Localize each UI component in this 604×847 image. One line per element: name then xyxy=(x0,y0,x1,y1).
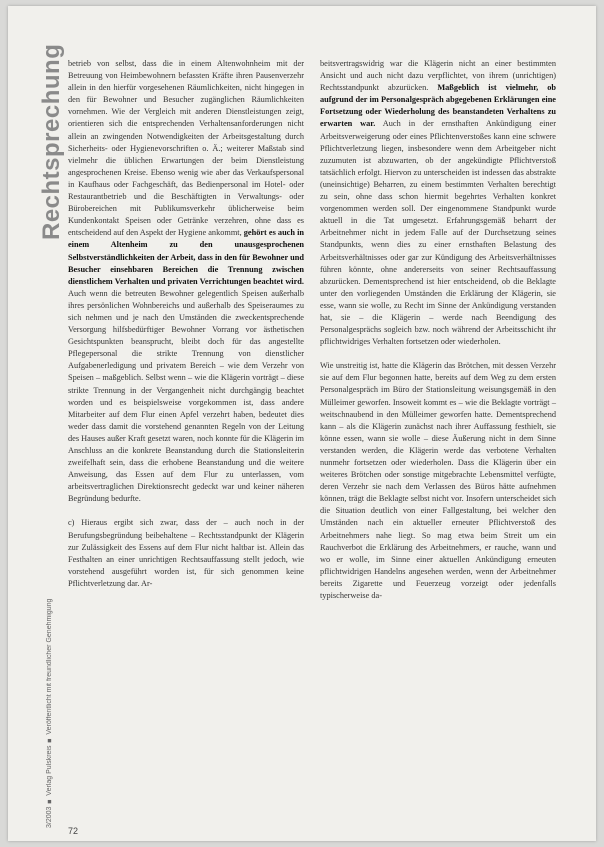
right-column xyxy=(320,58,556,614)
right-p1-text-a: beitsvertragswidrig war die Klägerin nicht an einer bestimmten Ansicht und auch nicht dazu verpflichtet, von ihrem (unrichtigen) Rechtsstandpunkt abzurücken. xyxy=(320,59,556,93)
right-paragraph-1 xyxy=(320,58,556,348)
document-page xyxy=(8,6,596,841)
publication-meta: 3/2003 ■ Verlag Pulskreis ■ Veröffentlicht mit freundlicher Genehmigung xyxy=(46,598,53,828)
left-p1-text-a: betrieb von selbst, dass die in einem Altenwohnheim mit der Betreuung von Heimbewohnern befassten Kräfte ihren Pausenverzehr allein in den hierfür vorgesehenen Räumlichkeiten, nicht hingegen in den für Bewohner und Besucher zugänglichen Räumlichkeiten vornehmen. Wie der Vergleich mit anderen Dienstleistungen zeigt, orientieren sich die entsprechenden Verhaltensanforderungen nicht allein an zwingenden Notwendigkeiten der Arbeitsgestaltung durch Sicherheits- oder Hygienevorschriften o. Ä.; weiterer Maßstab sind vielmehr die üblichen Erwartungen der beim Dienstleistung angesprochenen Kreise. Ebenso wenig wie aber das Verkaufspersonal in Kaufhaus oder Fachgeschäft, das Bedienpersonal im Hotel- oder Restaurantbetrieb und die Beschäftigten in Verwaltungs- oder Bürobereichen mit Publikumsverkehr üblicherweise beim Kundenkontakt Speisen oder Getränke verzehren, ohne dass es entscheidend auf den Aspekt der Hygiene ankommt, xyxy=(68,59,304,238)
left-p1-bold: gehört es auch in einem Altenheim zu den unausgesprochenen Selbstverständlichkeiten der Arbeit, dass in den für Bewohner und Besucher einsehbaren Bereichen die Trennung zwischen dienstlichem Verhalten und privaten Verrichtungen beachtet wird. xyxy=(68,228,304,286)
page-number: 72 xyxy=(68,826,79,836)
left-column xyxy=(68,58,304,602)
section-title: Rechtsprechung xyxy=(38,44,65,241)
right-p1-text-b: Auch in der ernsthaften Ankündigung einer Arbeitsverweigerung oder eines Pflichtenverstoßes kann eine schwere Pflichtverletzung liegen, insbesondere wenn dem Arbeitgeber nicht zuzumuten ist abzuwarten, ob der angekündigte Pflichtverstoß tatsächlich erfolgt. Hiervon zu unterscheiden ist indessen das abstrakte (uneinsichtige) Beharren, zu einem bestimmten Verhalten berechtigt zu sein, ohne dass schon hiermit begehrtes Verhalten konkret vorgenommen werden soll. Der eingenommene Standpunkt wurde aktuell in die Tat umgesetzt. Erfahrungsgemäß beharrt der Arbeitnehmer nicht in jedem Falle auf der Durchsetzung seines Standpunkts, wenn dies zu einer ernsthaften Belastung des Arbeitsverhältnisses oder gar zur Kündigung des Arbeitsverhältnisses führen könnte, ohne andererseits von seiner Rechtsauffassung abzurücken. Dementsprechend ist hier entscheidend, ob die Beklagte unter den vorliegenden Umständen die Erklärung der Klägerin, sie esse, wann sie wolle, zu Recht im Sinne der Ankündigung verstanden hat, sie – die Klägerin – werde nach Beendigung des Personalgesprächs sogleich bzw. noch während der Arbeitsschicht ihr pflichtwidriges Verhalten fortsetzen oder wiederholen. xyxy=(320,119,556,347)
left-paragraph-2: c) Hieraus ergibt sich zwar, dass der – auch noch in der Berufungsbegründung beibehaltene – Rechtsstandpunkt der Klägerin zur Zulässigkeit des Essens auf dem Flur nicht haltbar ist. Allein das Festhalten an einer unrichtigen Rechtsauffassung stellt jedoch, wie vorstehend ausgeführt worden ist, für sich genommen keine Pflichtverletzung dar. Ar- xyxy=(68,518,304,588)
left-paragraph-1 xyxy=(68,58,304,505)
right-p1-bold: Maßgeblich ist vielmehr, ob aufgrund der im Personalgespräch abgegebenen Erklärungen eine Fortsetzung oder Wiederholung des beanstandeten Verhaltens zu erwarten war. xyxy=(320,83,557,129)
left-p1-text-b: Auch wenn die betreuten Bewohner gelegentlich Speisen außerhalb ihres persönlichen Wohnbereichs und außerhalb des Speiseraumes zu sich nehmen und je nach den Umständen die zweckentsprechende Versorgung hilfsbedürftiger Bewohner Vorrang vor ästhetischen Gesichtspunkten beansprucht, bleibt doch für das angestellte Pflegepersonal die strikte Trennung von dienstlicher Aufgabenerledigung und privatem Bereich – wie dem Verzehr von Speisen – maßgeblich. Selbst wenn – wie die Klägerin vorträgt – diese strikte Trennung in der Vergangenheit nicht durchgängig beachtet worden und es beispielsweise vorgekommen ist, dass andere Mitarbeiter auf dem Flur einen Apfel verzehrt haben, bedeutet dies weder dass damit die vorstehend genannten Regeln von der Leitung des Hauses außer Kraft gesetzt waren, noch konnte für die Klägerin im Anschluss an die konkrete Beanstandung durch die Stationsleiterin zweifelhaft sein, dass die erhobene Beanstandung und die weitere Anweisung, das Essen auf dem Flur zu unterlassen, vom arbeitsvertraglichen Direktionsrecht gedeckt war und keiner näheren Begründung bedurfte. xyxy=(68,288,304,504)
right-paragraph-2: Wie unstreitig ist, hatte die Klägerin das Brötchen, mit dessen Verzehr sie auf dem Flur begonnen hatte, bereits auf dem Weg zu dem ersten Personalgespräch im Büro der Stationsleitung weisungsgemäß in den Mülleimer geworfen. Insoweit kommt es – wie die Beklagte vorträgt – weitschnaubend in den Mülleimer geworfen hatte. Dementsprechend kann – als die Klägerin zunächst nach ihrer Auffassung festhielt, sie könne essen, wann sie wolle – diese Äußerung nicht in dem Sinne verstanden werden, die Klägerin werde das verbotene Verhalten nunmehr fortsetzen oder wiederholen. Dass die Klägerin über ein weiteres Brötchen oder sonstige mitgebrachte Lebensmittel verfügte, deren Verzehr sie nach dem Verlassen des Büros hätte aufnehmen können, trägt die Beklagte selbst nicht vor. Insofern unterscheidet sich die Situation deutlich von einer Fallgestaltung, bei welcher den Umständen nach ein aktueller erneuter Pflichtverstoß des Arbeitnehmers nahe liegt. So mag etwa beim Streit um ein Rauchverbot die Erklärung des Arbeitnehmers, er rauche, wann und wo er wolle, im Sinne einer aktuellen Ankündigung erneuten pflichtwidrigen Handelns angesehen werden, wenn der Arbeitnehmer bereits Zigarette und Feuerzeug vorzeigt oder jedenfalls typischerweise da- xyxy=(320,361,556,601)
